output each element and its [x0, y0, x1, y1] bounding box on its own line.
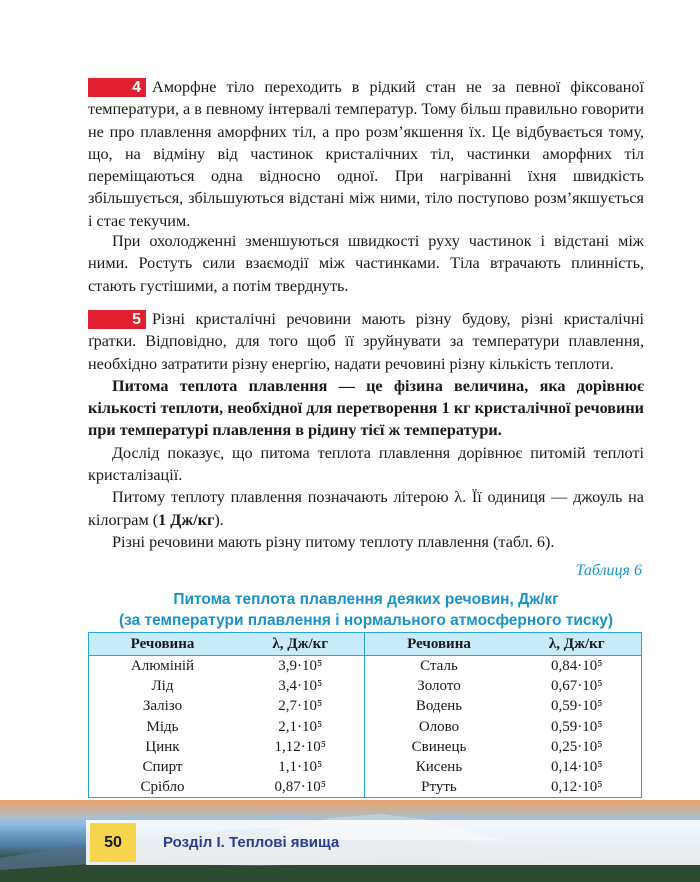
value-cell: 2,7·10⁵ — [236, 696, 365, 716]
section-title: Розділ І. Теплові явища — [163, 834, 340, 851]
paragraph-5 — [88, 308, 644, 553]
table-row — [89, 757, 642, 777]
value-cell: 0,87·10⁵ — [236, 777, 365, 798]
table-row — [89, 676, 642, 696]
notation-start: Питому теплоту плавлення позначають літерою λ. Її одиниця — джоуль на кілограм ( — [88, 488, 644, 529]
paragraph-5-intro: Різні кристалічні речовини мають різну будову, різні кристалічні ґратки. Відповідно, для того щоб її зруйнувати за температури плавлення, необхідно затратити різну енергію, надати речовині різну кількість теплоти. — [88, 310, 644, 373]
substance-cell: Ртуть — [421, 779, 457, 796]
substance-cell: Водень — [415, 698, 463, 715]
table-title — [88, 589, 644, 631]
notation-end: ). — [214, 510, 224, 529]
substance-cell: Олово — [418, 718, 460, 735]
header-substance: Речовина — [89, 633, 236, 656]
table-row — [89, 696, 642, 716]
paragraph-cooling — [88, 230, 644, 297]
substance-cell: Мідь — [146, 718, 179, 735]
value-cell: 1,1·10⁵ — [236, 757, 365, 777]
notation-unit: 1 Дж/кг — [158, 510, 215, 529]
substance-cell: Залізо — [142, 698, 183, 715]
paragraph-number-badge: 5 — [88, 310, 146, 329]
cooling-text: При охолодженні зменшуються швидкості руху частинок і відстані між ними. Ростуть сили взаємодії між частинками. Тіла втрачають плинність, стають густішими, а потім тверднуть. — [88, 232, 644, 295]
different-text: Різні речовини мають різну питому теплоту плавлення (табл. 6). — [112, 532, 555, 551]
paragraph-4-text: Аморфне тіло переходить в рідкий стан не за певної фіксованої температури, а в певному інтервалі температур. Тому більш правильно говорити не про плавлення аморфних тіл, а про розм’якшення їх. Це відбувається тому, що, на відміну від частинок кристалічних тіл, частинки аморфних тіл переміщаються одна відносно одної. При нагріванні їхня швидкість збільшується, збільшуються відстані між ними, тіло поступово розм’якшується і стає текучим. — [88, 78, 645, 230]
value-cell: 2,1·10⁵ — [236, 717, 365, 737]
value-cell: 0,59·10⁵ — [550, 698, 603, 715]
table-header-row — [89, 633, 642, 656]
experiment-text: Дослід показує, що питома теплота плавлення дорівнює питомій теплоті кристалізації. — [88, 443, 644, 485]
value-cell: 0,12·10⁵ — [550, 779, 603, 796]
substance-cell: Спирт — [142, 759, 183, 776]
header-lambda: λ, Дж/кг — [512, 633, 641, 656]
substance-cell: Кисень — [415, 759, 463, 776]
table-caption: Таблиця 6 — [575, 562, 642, 579]
table-row — [89, 717, 642, 737]
table-row — [89, 777, 642, 798]
substance-cell: Золото — [417, 678, 461, 695]
definition-text: Питома теплота плавлення — це фізина величина, яка дорівнює кількості теплоти, необхідної для перетворення 1 кг кристалічної речовини при температурі плавлення в рідину тієї ж температури. — [88, 376, 644, 440]
table-title-line-1: Питома теплота плавлення деяких речовин, Дж/кг — [173, 591, 559, 608]
substance-cell: Сталь — [420, 658, 458, 675]
value-cell: 0,25·10⁵ — [550, 738, 603, 755]
value-cell: 1,12·10⁵ — [236, 737, 365, 757]
substance-cell: Срібло — [140, 779, 185, 796]
value-cell: 0,59·10⁵ — [550, 718, 603, 735]
page-number: 50 — [90, 823, 136, 862]
header-lambda: λ, Дж/кг — [236, 633, 365, 656]
table-row — [89, 737, 642, 757]
value-cell: 0,67·10⁵ — [550, 678, 603, 695]
substance-cell: Алюміній — [130, 658, 195, 675]
value-cell: 3,9·10⁵ — [236, 656, 365, 677]
paragraph-number-badge: 4 — [88, 78, 146, 97]
value-cell: 3,4·10⁵ — [236, 676, 365, 696]
value-cell: 0,84·10⁵ — [550, 658, 603, 675]
value-cell: 0,14·10⁵ — [550, 759, 603, 776]
melting-heat-table — [88, 632, 642, 798]
substance-cell: Цинк — [145, 738, 180, 755]
table-title-line-2: (за температури плавлення і нормального атмосферного тиску) — [118, 612, 614, 629]
substance-cell: Свинець — [411, 738, 467, 755]
header-substance: Речовина — [365, 633, 512, 656]
table-row — [89, 656, 642, 677]
paragraph-4 — [88, 76, 644, 232]
substance-cell: Лід — [151, 678, 174, 695]
notation-text — [88, 486, 644, 531]
